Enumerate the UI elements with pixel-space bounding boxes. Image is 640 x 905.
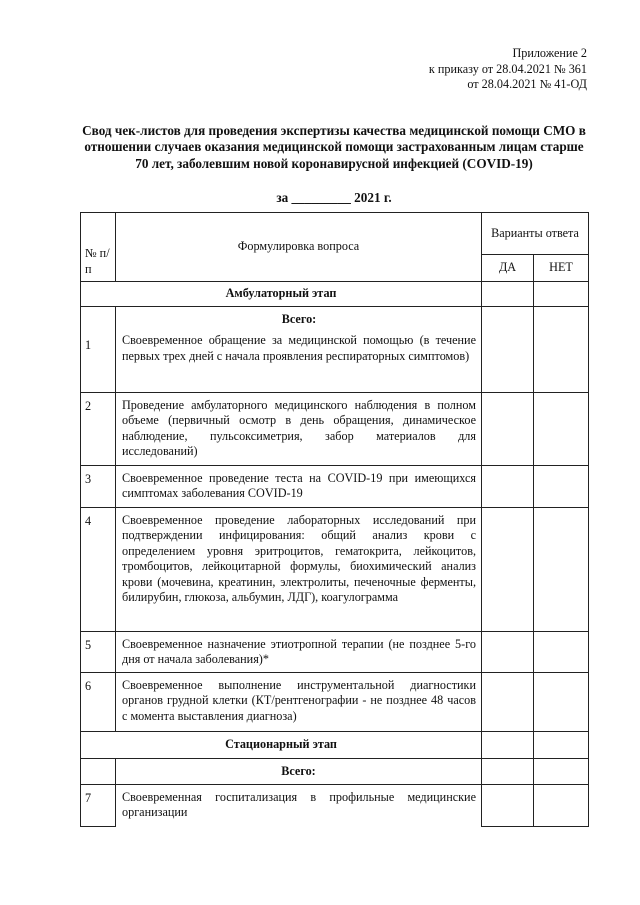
row-question: Всего: Своевременное обращение за медицинской помощью (в течение первых трех дней с начала проявления респираторных симптомов) (116, 307, 482, 393)
answer-cell-no[interactable] (534, 282, 589, 307)
header-variants: Варианты ответа (482, 213, 589, 255)
answer-cell-no[interactable] (534, 307, 589, 393)
table-row (81, 508, 589, 632)
table-row (81, 785, 589, 827)
answer-cell-no[interactable] (534, 732, 589, 759)
answer-cell-yes[interactable] (482, 466, 534, 508)
appendix-line-1: Приложение 2 (512, 46, 587, 60)
answer-cell-yes[interactable] (482, 632, 534, 673)
section-row (81, 282, 589, 307)
table-row (81, 632, 589, 673)
header-row (81, 213, 589, 255)
appendix-note (429, 46, 587, 93)
row-number: 5 (81, 632, 116, 673)
row-number: 3 (81, 466, 116, 508)
answer-cell-no[interactable] (534, 759, 589, 785)
row-question: Своевременное выполнение инструментальной диагностики органов грудной клетки (КТ/рентгенографии - не позднее 48 часов с момента выставления диагноза) (116, 673, 482, 732)
answer-cell-yes[interactable] (482, 785, 534, 827)
row-number-empty (81, 759, 116, 785)
answer-cell-yes[interactable] (482, 732, 534, 759)
total-row (81, 759, 589, 785)
answer-cell-no[interactable] (534, 466, 589, 508)
header-question: Формулировка вопроса (116, 213, 482, 282)
answer-cell-yes[interactable] (482, 759, 534, 785)
appendix-line-3: от 28.04.2021 № 41-ОД (467, 77, 587, 91)
row-number: 2 (81, 393, 116, 466)
answer-cell-no[interactable] (534, 632, 589, 673)
table-row (81, 466, 589, 508)
header-yes: ДА (482, 255, 534, 282)
checklist-table (80, 212, 589, 827)
row-number: 4 (81, 508, 116, 632)
section-row (81, 732, 589, 759)
answer-cell-yes[interactable] (482, 307, 534, 393)
row-number: 1 (81, 307, 116, 393)
total-label: Всего: (281, 312, 317, 326)
total-label: Всего: (116, 759, 482, 785)
answer-cell-yes[interactable] (482, 508, 534, 632)
row-number: 7 (81, 785, 116, 827)
answer-cell-no[interactable] (534, 785, 589, 827)
section-title-outpatient: Амбулаторный этап (81, 282, 482, 307)
answer-cell-no[interactable] (534, 508, 589, 632)
table-row (81, 393, 589, 466)
header-number: № п/п (81, 213, 116, 282)
table-row (81, 307, 589, 393)
header-no: НЕТ (534, 255, 589, 282)
row-question: Своевременное проведение теста на COVID-19 при имеющихся симптомах заболевания COVID-19 (116, 466, 482, 508)
section-title-inpatient: Стационарный этап (81, 732, 482, 759)
row-question: Своевременное назначение этиотропной терапии (не позднее 5-го дня от начала заболевания)* (116, 632, 482, 673)
document-title: Свод чек-листов для проведения экспертизы качества медицинской помощи СМО в отношении случаев оказания медицинской помощи застрахованным лицам старше 70 лет, заболевшим новой коронавирусной инфекцией (COVID-19) (82, 123, 586, 171)
report-period: за _________ 2021 г. (276, 190, 392, 205)
answer-cell-yes[interactable] (482, 282, 534, 307)
row-question: Своевременное проведение лабораторных исследований при подтверждении инфицирования: общий анализ крови с определением уровня эритроцитов, гематокрита, лейкоцитов, тромбоцитов, лейкоцитарной формулы, биохимический анализ крови (мочевина, креатинин, электролиты, печеночные ферменты, билирубин, глюкоза, альбумин, ЛДГ), коагулограмма (116, 508, 482, 632)
answer-cell-no[interactable] (534, 393, 589, 466)
answer-cell-yes[interactable] (482, 393, 534, 466)
answer-cell-yes[interactable] (482, 673, 534, 732)
row-question: Своевременная госпитализация в профильные медицинские организации (116, 785, 482, 827)
row-number: 6 (81, 673, 116, 732)
answer-cell-no[interactable] (534, 673, 589, 732)
row-question: Проведение амбулаторного медицинского наблюдения в полном объеме (первичный осмотр в день обращения, динамическое наблюдение, пульсоксиметрия, забор материалов для исследований) (116, 393, 482, 466)
table-row (81, 673, 589, 732)
appendix-line-2: к приказу от 28.04.2021 № 361 (428, 61, 587, 76)
